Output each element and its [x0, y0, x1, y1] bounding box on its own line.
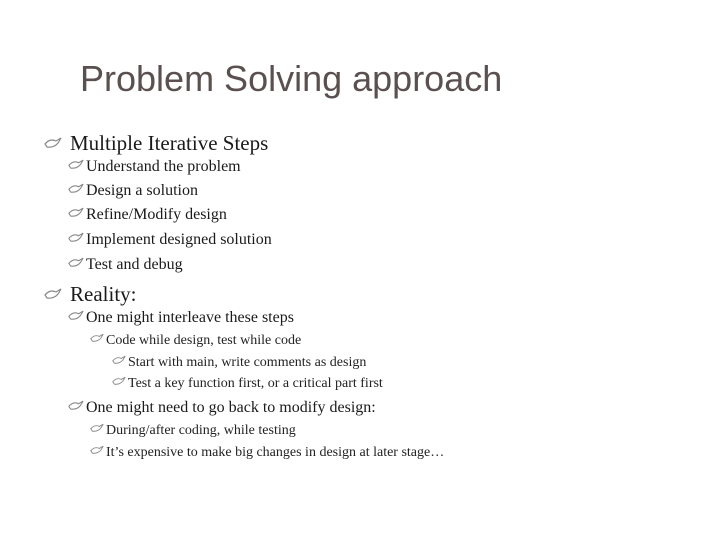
bullet-text: During/after coding, while testing [106, 423, 296, 438]
bullet-icon [68, 308, 86, 326]
bullet-icon [90, 332, 106, 348]
bullet-item [68, 206, 227, 224]
bullet-text: Refine/Modify design [86, 206, 227, 223]
bullet-text: Design a solution [86, 182, 198, 199]
bullet-item [44, 131, 268, 156]
bullet-item [68, 256, 183, 274]
bullet-text: Understand the problem [86, 158, 241, 175]
bullet-text: Test and debug [86, 256, 183, 273]
bullet-item [68, 309, 294, 327]
bullet-icon [68, 181, 86, 199]
bullet-item [112, 376, 383, 392]
bullet-text: Start with main, write comments as design [128, 355, 367, 370]
bullet-icon [112, 375, 128, 391]
bullet-icon [68, 398, 86, 416]
bullet-text: Multiple Iterative Steps [70, 131, 269, 155]
bullet-icon [68, 255, 86, 273]
bullet-icon [68, 230, 86, 248]
bullet-icon [68, 205, 86, 223]
bullet-item [90, 333, 301, 349]
bullet-item [112, 355, 366, 371]
bullet-item [68, 399, 376, 417]
bullet-text: Implement designed solution [86, 231, 272, 248]
bullet-text: Test a key function first, or a critical part first [128, 376, 383, 391]
bullet-text: Reality: [70, 282, 137, 306]
bullet-icon [90, 422, 106, 438]
bullet-item [68, 182, 198, 200]
bullet-item [90, 445, 444, 461]
bullet-icon [112, 354, 128, 370]
bullet-icon [68, 157, 86, 175]
bullet-item [68, 158, 241, 176]
bullet-icon [44, 130, 70, 155]
bullet-text: It’s expensive to make big changes in design at later stage… [106, 445, 445, 460]
bullet-text: One might interleave these steps [86, 309, 294, 326]
bullet-item [68, 231, 272, 249]
bullet-text: One might need to go back to modify design: [86, 399, 376, 416]
bullet-icon [44, 281, 70, 306]
bullet-text: Code while design, test while code [106, 333, 302, 348]
bullet-item [90, 423, 296, 439]
slide-title: Problem Solving approach [80, 58, 503, 99]
bullet-icon [90, 444, 106, 460]
bullet-item [44, 282, 137, 307]
